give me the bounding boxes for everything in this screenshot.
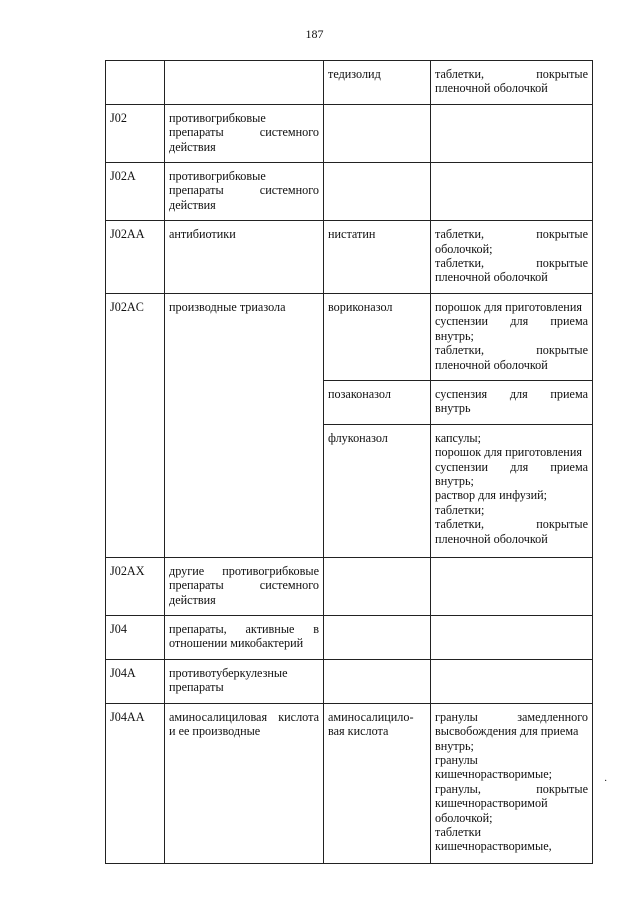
dosage-form-line: пленочной оболочкой: [435, 531, 548, 546]
drug-name-cell: вориконазол: [324, 293, 431, 380]
atc-code-cell: [106, 424, 165, 557]
dosage-form-line: порошок для приготовления: [435, 299, 582, 314]
dosage-form-line: оболочкой;: [435, 810, 493, 825]
group-name-cell: противотуберкулезные препараты: [165, 659, 324, 703]
drug-name-cell: флуконазол: [324, 424, 431, 557]
dosage-form-line: оболочкой;: [435, 241, 493, 256]
dosage-form-line: гранулы, покрытые: [435, 781, 588, 796]
dosage-form-line: кишечнорастворимые,: [435, 839, 552, 854]
dosage-form-line: пленочной оболочкой: [435, 270, 548, 285]
drug-name-cell: нистатин: [324, 221, 431, 294]
dosage-forms-cell: [431, 163, 593, 221]
drug-name-cell: [324, 615, 431, 659]
atc-code-cell: J04AA: [106, 703, 165, 863]
dosage-forms-cell: [431, 221, 593, 294]
dosage-forms-cell: [431, 659, 593, 703]
table-row: [106, 221, 593, 294]
table-row: [106, 557, 593, 615]
dosage-form-line: таблетки, покрытые: [435, 67, 588, 81]
atc-drug-table: [105, 60, 593, 864]
dosage-form-line: кишечнорастворимые;: [435, 767, 552, 782]
table-row: [106, 163, 593, 221]
dosage-form-line: таблетки: [435, 825, 482, 839]
drug-name-cell: [324, 659, 431, 703]
group-name-cell: другие противогрибковые препараты системного действия: [165, 557, 324, 615]
dosage-form-line: таблетки, покрытые: [435, 227, 588, 242]
table-row: [106, 293, 593, 380]
group-name-cell: [165, 61, 324, 105]
dosage-form-line: внутрь;: [435, 473, 474, 488]
drug-name-cell: аминосалицило-вая кислота: [324, 703, 431, 863]
atc-code-cell: J02: [106, 104, 165, 162]
atc-code-cell: [106, 380, 165, 424]
dosage-form-line: капсулы;: [435, 430, 481, 445]
atc-code-cell: J02AA: [106, 221, 165, 294]
dosage-form-line: суспензии для приема: [435, 314, 588, 329]
dosage-form-line: суспензия для приема: [435, 386, 588, 401]
dosage-forms-cell: [431, 104, 593, 162]
dosage-forms-cell: [431, 703, 593, 863]
dosage-form-line: суспензии для приема: [435, 459, 588, 474]
drug-name-cell: [324, 104, 431, 162]
atc-code-cell: J02A: [106, 163, 165, 221]
dosage-forms-cell: [431, 557, 593, 615]
table-row: [106, 703, 593, 863]
atc-code-cell: J02AC: [106, 293, 165, 380]
group-name-cell: антибиотики: [165, 221, 324, 294]
atc-code-cell: J04: [106, 615, 165, 659]
dosage-form-line: кишечнорастворимой: [435, 796, 548, 811]
dosage-form-line: высвобождения для приема: [435, 724, 579, 739]
atc-code-cell: J02AX: [106, 557, 165, 615]
dosage-form-line: таблетки, покрытые: [435, 343, 588, 358]
group-name-cell: противогрибковые препараты системного действия: [165, 163, 324, 221]
table-row: [106, 424, 593, 557]
dosage-form-line: гранулы замедленного: [435, 709, 588, 724]
dosage-form-line: таблетки, покрытые: [435, 517, 588, 532]
atc-code-cell: [106, 61, 165, 105]
dosage-forms-cell: [431, 615, 593, 659]
group-name-cell: [165, 380, 324, 424]
drug-name-cell: [324, 163, 431, 221]
dosage-form-line: пленочной оболочкой: [435, 357, 548, 372]
drug-name-cell: [324, 557, 431, 615]
group-name-cell: препараты, активные в отношении микобактерий: [165, 615, 324, 659]
dosage-form-line: внутрь: [435, 401, 471, 416]
table-row: [106, 659, 593, 703]
dosage-forms-cell: [431, 424, 593, 557]
dosage-forms-cell: [431, 61, 593, 105]
dosage-form-line: раствор для инфузий;: [435, 488, 548, 503]
table-row: [106, 615, 593, 659]
drug-name-cell: позаконазол: [324, 380, 431, 424]
table-row: [106, 61, 593, 105]
table-row: [106, 104, 593, 162]
group-name-cell: аминосалициловая кислота и ее производные: [165, 703, 324, 863]
dosage-forms-cell: [431, 293, 593, 380]
table-row: [106, 380, 593, 424]
dosage-form-line: таблетки, покрытые: [435, 256, 588, 271]
stray-mark: ·: [604, 776, 608, 787]
page-number: 187: [305, 27, 324, 41]
dosage-form-line: гранулы: [435, 752, 478, 767]
dosage-form-line: внутрь;: [435, 738, 474, 753]
drug-name-cell: тедизолид: [324, 61, 431, 105]
dosage-forms-cell: [431, 380, 593, 424]
dosage-form-line: внутрь;: [435, 328, 474, 343]
dosage-form-line: пленочной оболочкой: [435, 81, 548, 96]
dosage-form-line: таблетки;: [435, 502, 485, 517]
group-name-cell: производные триазола: [165, 293, 324, 380]
atc-code-cell: J04A: [106, 659, 165, 703]
group-name-cell: [165, 424, 324, 557]
group-name-cell: противогрибковые препараты системного действия: [165, 104, 324, 162]
dosage-form-line: порошок для приготовления: [435, 445, 582, 460]
